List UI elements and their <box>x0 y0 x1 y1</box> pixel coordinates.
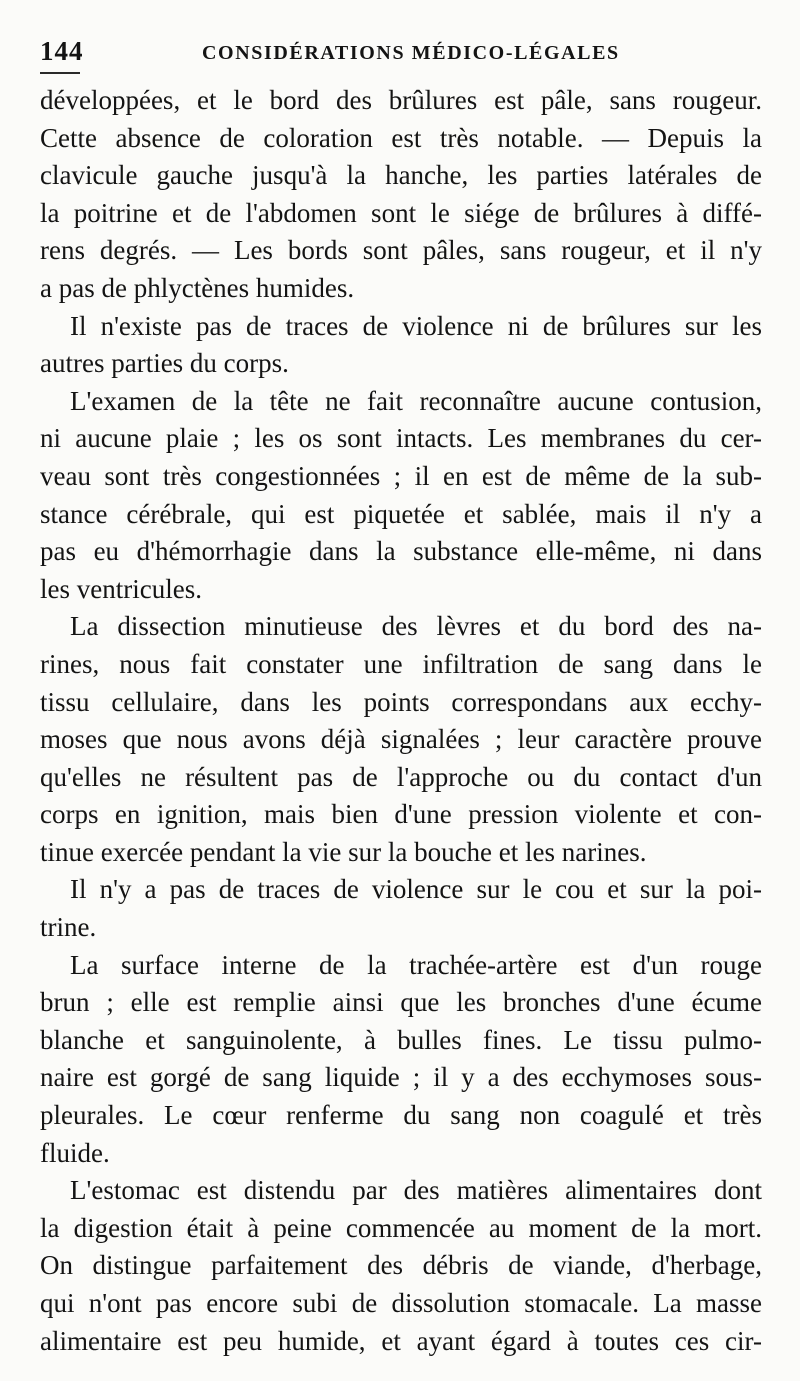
paragraph-first-line: La surface interne de la trachée-artère est d'un rouge <box>70 949 762 980</box>
text-line: corps en ignition, mais bien d'une pression violente et con- <box>40 799 762 830</box>
text-line: pleurales. Le cœur renferme du sang non coagulé et très <box>40 1100 762 1131</box>
text-line: tissu cellulaire, dans les points correspondans aux ecchy- <box>40 686 762 717</box>
paragraph-first-line: Il n'y a pas de traces de violence sur le cou et sur la poi- <box>70 874 762 905</box>
text-line: a pas de phlyctènes humides. <box>40 272 355 303</box>
running-title: CONSIDÉRATIONS MÉDICO-LÉGALES <box>202 42 620 64</box>
text-line: On distingue parfaitement des débris de viande, d'herbage, <box>40 1250 762 1281</box>
paragraph-first-line: La dissection minutieuse des lèvres et du bord des na- <box>70 611 762 642</box>
text-line: naire est gorgé de sang liquide ; il y a des ecchymoses sous- <box>40 1062 762 1093</box>
text-line: fluide. <box>40 1137 110 1168</box>
text-line: pas eu d'hémorrhagie dans la substance elle-même, ni dans <box>40 536 762 567</box>
text-line: les ventricules. <box>40 573 202 604</box>
text-line: trine. <box>40 912 97 943</box>
text-line: tinue exercée pendant la vie sur la bouche et les narines. <box>40 836 647 867</box>
text-line: rines, nous fait constater une infiltration de sang dans le <box>40 648 762 679</box>
page-number: 144 <box>40 36 84 66</box>
text-line: stance cérébrale, qui est piquetée et sablée, mais il n'y a <box>40 498 762 529</box>
body-text <box>40 82 762 1360</box>
text-line: autres parties du corps. <box>40 348 289 379</box>
text-line: rens degrés. — Les bords sont pâles, sans rougeur, et il n'y <box>40 235 762 266</box>
paragraph-first-line: Il n'existe pas de traces de violence ni de brûlures sur les <box>70 310 762 341</box>
text-line: développées, et le bord des brûlures est pâle, sans rougeur. <box>40 85 762 115</box>
text-line: moses que nous avons déjà signalées ; leur caractère prouve <box>40 724 762 755</box>
page-number-underline <box>40 72 80 74</box>
text-line: ni aucune plaie ; les os sont intacts. Les membranes du cer- <box>40 423 762 454</box>
running-head <box>40 36 762 76</box>
text-line: Cette absence de coloration est très notable. — Depuis la <box>40 122 762 153</box>
text-line: qu'elles ne résultent pas de l'approche ou du contact d'un <box>40 761 762 792</box>
text-line: veau sont très congestionnées ; il en est de même de la sub- <box>40 460 762 491</box>
paragraph-first-line: L'estomac est distendu par des matières alimentaires dont <box>70 1175 762 1206</box>
text-line: brun ; elle est remplie ainsi que les bronches d'une écume <box>40 987 762 1018</box>
text-line: qui n'ont pas encore subi de dissolution stomacale. La masse <box>40 1288 762 1318</box>
text-line: la poitrine et de l'abdomen sont le siége de brûlures à diffé- <box>40 197 762 228</box>
text-line: alimentaire est peu humide, et ayant égard à toutes ces cir- <box>40 1325 762 1356</box>
text-line: clavicule gauche jusqu'à la hanche, les parties latérales de <box>40 160 762 191</box>
paragraph-first-line: L'examen de la tête ne fait reconnaître aucune contusion, <box>70 385 762 416</box>
text-line: la digestion était à peine commencée au moment de la mort. <box>40 1212 762 1243</box>
text-line: blanche et sanguinolente, à bulles fines. Le tissu pulmo- <box>40 1024 762 1055</box>
